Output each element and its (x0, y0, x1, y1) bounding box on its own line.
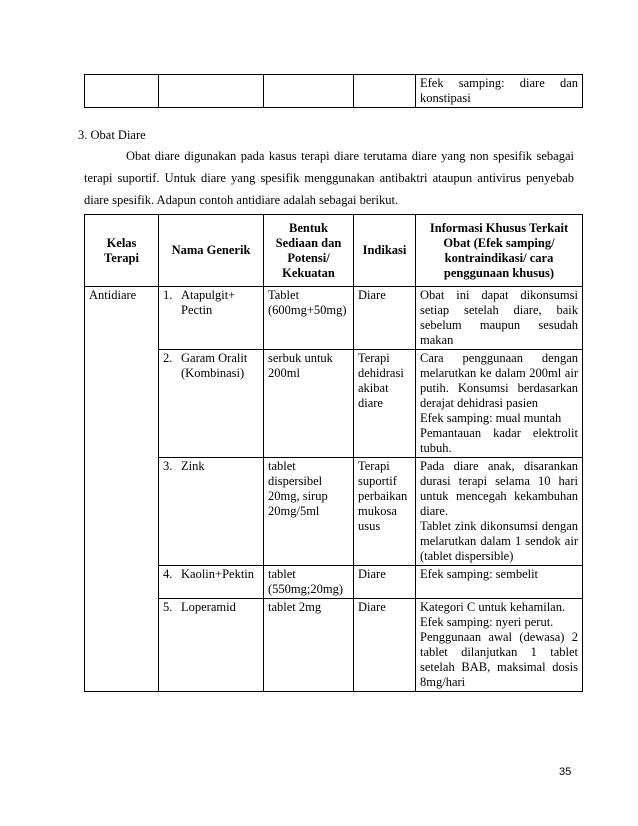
table-row (85, 75, 583, 108)
section-paragraph (84, 145, 574, 211)
table-cell (354, 75, 416, 108)
table-cell: Efek samping: diare dan konstipasi (416, 75, 583, 108)
info-line: Obat ini dapat dikonsumsi setiap setelah diare, baik sebelum maupun sesudah makan (420, 288, 578, 347)
header-nama-generik: Nama Generik (159, 215, 264, 287)
nama-generik-cell (159, 350, 264, 458)
item-number: 1. (163, 288, 173, 302)
info-line: Penggunaan awal (dewasa) 2 tablet dilanjutkan 1 tablet setelah BAB, maksimal dosis 8mg/hari (420, 630, 578, 689)
header-bentuk-sediaan: Bentuk Sediaan dan Potensi/ Kekuatan (264, 215, 354, 287)
table-cell (85, 75, 159, 108)
info-line: Pemantauan kadar elektrolit tubuh. (420, 426, 578, 455)
header-kelas-terapi: Kelas Terapi (85, 215, 159, 287)
indikasi-cell: Terapi dehidrasi akibat diare (354, 350, 416, 458)
paragraph-text: Obat diare digunakan pada kasus terapi diare terutama diare yang non spesifik sebagai terapi suportif. Untuk diare yang spesifik menggunakan antibaktri ataupun antivirus penyebab diare spesifik. Adapun contoh antidiare adalah sebagai berikut. (84, 149, 574, 207)
nama-generik-text: Loperamid (181, 600, 236, 614)
table-row (85, 458, 583, 566)
bentuk-sediaan-cell: tablet (550mg;20mg) (264, 566, 354, 599)
table-cell (159, 75, 264, 108)
table-row (85, 287, 583, 350)
bentuk-sediaan-cell: tablet 2mg (264, 599, 354, 692)
nama-generik-text: Garam Oralit (Kombinasi) (181, 351, 248, 380)
bentuk-sediaan-cell: Tablet (600mg+50mg) (264, 287, 354, 350)
info-line: Efek samping: mual muntah (420, 411, 562, 425)
table-row (85, 566, 583, 599)
table-header-row (85, 215, 583, 287)
informasi-khusus-cell (416, 599, 583, 692)
nama-generik-cell (159, 287, 264, 350)
item-number: 2. (163, 351, 173, 365)
continuation-table (84, 74, 583, 108)
indikasi-cell: Terapi suportif perbaikan mukosa usus (354, 458, 416, 566)
nama-generik-cell (159, 458, 264, 566)
header-indikasi: Indikasi (354, 215, 416, 287)
table-row (85, 350, 583, 458)
table-cell (264, 75, 354, 108)
indikasi-cell: Diare (354, 287, 416, 350)
kelas-terapi-cell: Antidiare (85, 287, 159, 692)
informasi-khusus-cell (416, 566, 583, 599)
table-row (85, 599, 583, 692)
informasi-khusus-cell (416, 350, 583, 458)
nama-generik-text: Kaolin+Pektin (181, 567, 255, 581)
info-line: Kategori C untuk kehamilan. (420, 600, 566, 614)
info-line: Tablet zink dikonsumsi dengan melarutkan dalam 1 sendok air (tablet dispersible) (420, 519, 578, 563)
nama-generik-cell (159, 599, 264, 692)
section-title: 3. Obat Diare (78, 128, 146, 142)
item-number: 5. (163, 600, 173, 614)
info-line: Cara penggunaan dengan melarutkan ke dalam 200ml air putih. Konsumsi berdasarkan derajat dehidrasi pasien (420, 351, 578, 410)
header-informasi-khusus: Informasi Khusus Terkait Obat (Efek samping/ kontraindikasi/ cara penggunaan khusus) (416, 215, 583, 287)
info-line: Pada diare anak, disarankan durasi terapi selama 10 hari untuk mencegah kekambuhan diare. (420, 459, 578, 518)
nama-generik-text: Atapulgit+ Pectin (181, 288, 236, 317)
indikasi-cell: Diare (354, 566, 416, 599)
nama-generik-text: Zink (181, 459, 205, 473)
bentuk-sediaan-cell: tablet dispersibel 20mg, sirup 20mg/5ml (264, 458, 354, 566)
item-number: 3. (163, 459, 173, 473)
page-number: 35 (559, 766, 572, 778)
antidiare-table (84, 214, 583, 692)
nama-generik-cell (159, 566, 264, 599)
info-line: Efek samping: sembelit (420, 567, 539, 581)
informasi-khusus-cell (416, 287, 583, 350)
info-line: Efek samping: nyeri perut. (420, 615, 554, 629)
bentuk-sediaan-cell: serbuk untuk 200ml (264, 350, 354, 458)
item-number: 4. (163, 567, 173, 581)
informasi-khusus-cell (416, 458, 583, 566)
indikasi-cell: Diare (354, 599, 416, 692)
